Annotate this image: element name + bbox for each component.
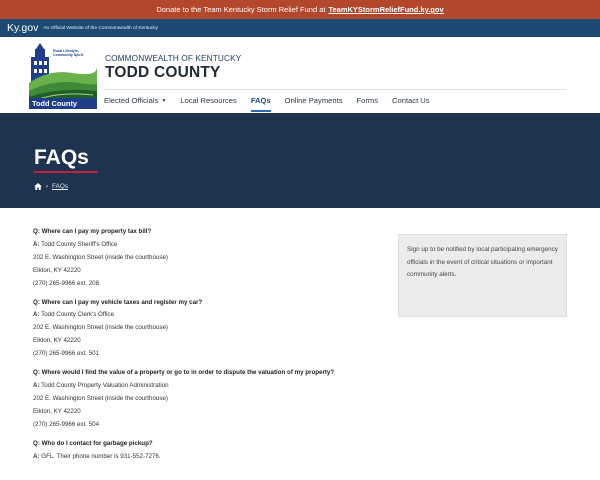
donate-link[interactable]: TeamKYStormReliefFund.ky.gov [328,5,444,14]
nav-item-forms[interactable] [357,94,379,112]
faq-answer-line [33,309,353,322]
county-logo[interactable] [29,43,97,109]
kygov-logo[interactable]: Ky.gov [7,22,39,34]
faq-question: Q: Where can I pay my property tax bill? [33,228,152,235]
nav-item-online-payments[interactable] [285,94,343,112]
faq-answer-line: Elkton, KY 42220 [33,266,81,274]
faq-question: Q: Who do I contact for garbage pickup? [33,439,153,447]
county-name: TODD COUNTY [105,64,221,81]
alert-signup-text: Sign up to be notified by local participating emergency officials in the event of critical situations or important community alerts. [407,246,558,279]
faq-answer-line [33,239,353,252]
title-underline [34,171,98,173]
answer-text: Todd County Sheriff's Office [41,240,118,248]
faq-answer-line [33,380,353,393]
chevron-down-icon: ▼ [161,98,167,104]
faq-answer-line: Elkton, KY 42220 [33,337,81,345]
page-hero [0,113,600,208]
donate-banner [0,0,600,19]
answer-text: Todd County Property Valuation Administration [41,381,169,389]
faq-answer-line: 202 E. Washington Street (inside the courthouse) [33,324,168,332]
nav-item-elected-officials[interactable] [104,94,166,112]
faq-item [33,226,353,291]
logo-tagline: Rural Lifestyle, Community Spirit [53,49,83,58]
donate-text: Donate to the Team Kentucky Storm Relief Fund at [156,5,326,14]
kygov-tagline: An Official Website of the Commonwealth of Kentucky [43,25,159,31]
nav-item-label: FAQs [250,96,271,105]
faq-question: Q: Where can I pay my vehicle taxes and register my car? [33,298,203,306]
faq-item [33,297,353,362]
answer-label: A: [33,381,40,389]
commonwealth-label: COMMONWEALTH OF KENTUCKY [105,53,242,63]
faq-question: Q: Where would I find the value of a property or go to in order to dispute the valuation of my property? [33,369,335,377]
kygov-bar [0,19,600,37]
nav-item-label: Contact Us [392,96,430,105]
faq-item [33,438,353,464]
nav-item-label: Elected Officials [104,96,159,105]
faq-answer-line: (270) 265-9966 ext. 208 [33,279,100,287]
nav-item-local-resources[interactable] [180,94,237,112]
faq-answer-line: 202 E. Washington Street (inside the courthouse) [33,394,168,402]
faq-answer-line: (270) 265-9966 ext. 501 [33,350,100,358]
answer-text: GFL. Their phone number is 931-552-7276. [41,452,161,460]
faq-answer-line [33,451,353,464]
nav-item-faqs[interactable] [251,94,271,112]
answer-label: A: [33,452,40,460]
chevron-right-icon: › [46,183,48,190]
site-header [0,37,600,113]
nav-item-label: Online Payments [284,96,343,105]
page-title: FAQs [34,146,89,169]
faq-item [33,367,353,432]
site-title[interactable] [105,53,241,82]
nav-item-label: Local Resources [180,96,237,105]
breadcrumb-current[interactable]: FAQs [52,183,68,190]
faq-answer-line: Elkton, KY 42220 [33,407,81,415]
faq-list [33,226,353,463]
nav-item-contact-us[interactable] [392,94,430,112]
answer-label: A: [33,311,40,319]
home-icon[interactable] [34,183,42,190]
faq-answer-line: 202 E. Washington Street (inside the courthouse) [33,253,168,261]
alert-signup-box[interactable] [398,234,567,317]
nav-divider [104,89,566,90]
faq-answer-line: (270) 265-9966 ext. 504 [33,420,100,428]
answer-text: Todd County Clerk's Office [41,311,115,319]
answer-label: A: [33,240,40,248]
nav-item-label: Forms [356,96,379,105]
main-nav [104,94,444,112]
logo-name: Todd County [32,99,78,108]
breadcrumb [34,183,68,190]
